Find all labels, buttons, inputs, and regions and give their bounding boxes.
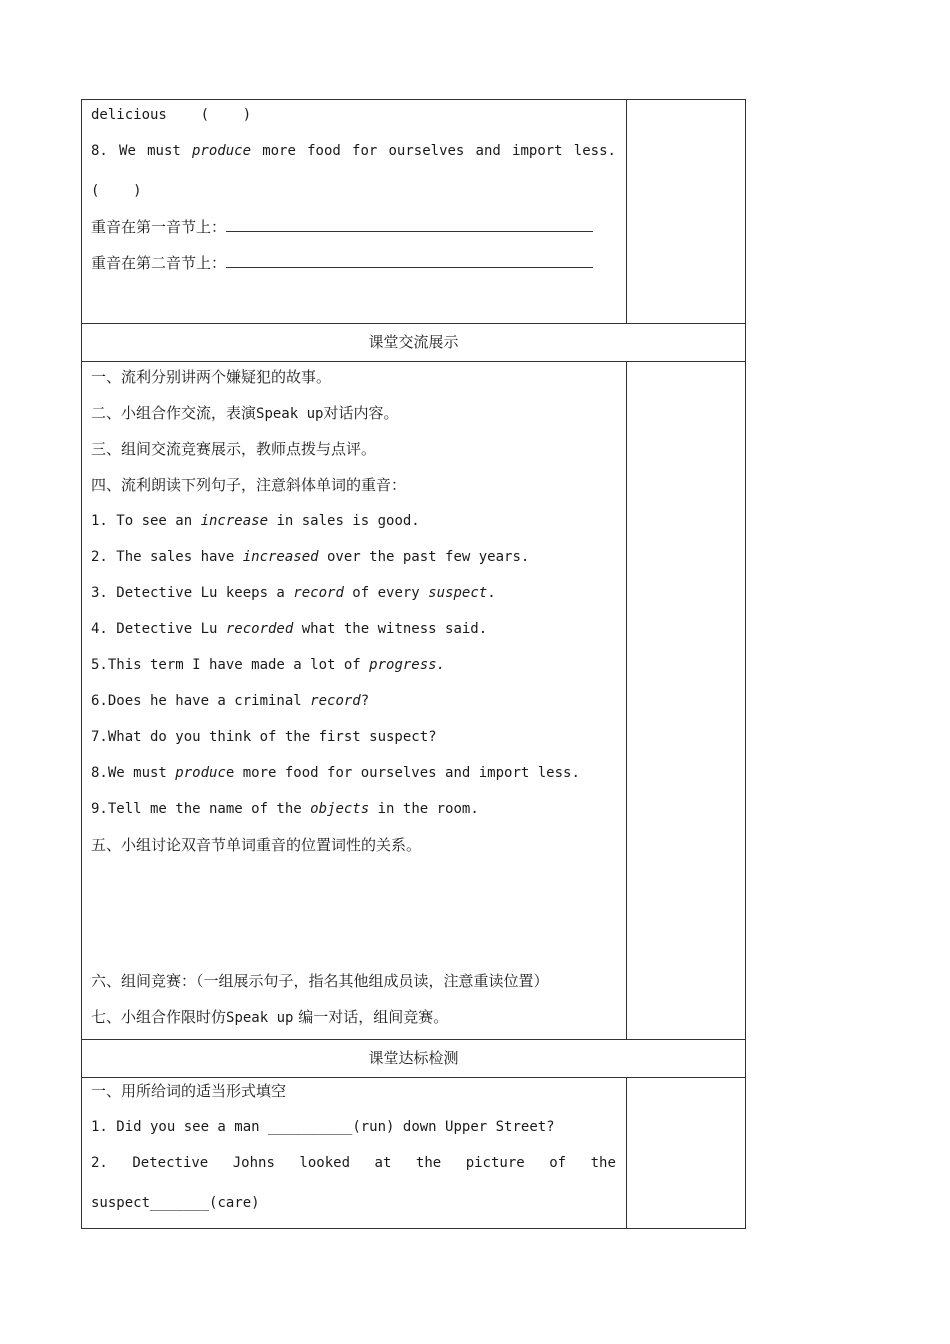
sentence-2: 2. The sales have increased over the past few years.: [91, 549, 530, 565]
sentence-3: 3. Detective Lu keeps a record of every suspect.: [91, 585, 496, 601]
test-row: [82, 1077, 745, 1228]
worksheet-table: [81, 99, 746, 1229]
notes-cell: [627, 1078, 745, 1228]
item-6: 六、组间竞赛：（一组展示句子，指名其他组成员读，注意重读位置）: [91, 972, 549, 990]
q1-blank[interactable]: __________: [268, 1119, 353, 1135]
test-heading: 一、用所给词的适当形式填空: [91, 1082, 287, 1100]
section-header-test: 课堂达标检测: [82, 1039, 745, 1077]
test-q2-line1: 2. Detective Johns looked at the picture of the: [91, 1155, 616, 1171]
exercise-cell: [82, 100, 627, 323]
section-header-exchange: 课堂交流展示: [82, 323, 745, 361]
item-4: 四、流利朗读下列句子，注意斜体单词的重音：: [91, 476, 407, 494]
stress-first-blank[interactable]: [226, 219, 593, 232]
sentence-7: 7.What do you think of the first suspect?: [91, 729, 437, 745]
test-q1: 1. Did you see a man __________(run) down Upper Street?: [91, 1119, 555, 1135]
item-2: 二、小组合作交流，表演Speak up对话内容。: [91, 404, 399, 422]
item-3: 三、组间交流竞赛展示，教师点拨与点评。: [91, 440, 377, 458]
sentence-1: 1. To see an increase in sales is good.: [91, 513, 420, 529]
sentence-5: 5.This term I have made a lot of progress.: [91, 657, 446, 673]
test-q2-line2: suspect_______(care): [91, 1195, 260, 1211]
sentence-4: 4. Detective Lu recorded what the witness said.: [91, 621, 488, 637]
q8-line: 8. We must produce more food for ourselves and import less.: [91, 143, 616, 159]
item-1: 一、流利分别讲两个嫌疑犯的故事。: [91, 368, 332, 386]
item-5: 五、小组讨论双音节单词重音的位置词性的关系。: [91, 836, 422, 854]
item-7: 七、小组合作限时仿Speak up 编一对话，组间竞赛。: [91, 1008, 449, 1026]
sentence-8: 8.We must produce more food for ourselves and import less.: [91, 765, 580, 781]
q8-answer-paren: ( ): [91, 183, 142, 199]
stress-first-line: 重音在第一音节上：: [91, 217, 616, 253]
delicious-line: delicious ( ): [91, 107, 252, 123]
test-cell: [82, 1078, 627, 1228]
q2-blank[interactable]: _______: [150, 1195, 210, 1211]
exercise-row: [82, 100, 745, 323]
sentence-6: 6.Does he have a criminal record?: [91, 693, 370, 709]
exchange-cell: [82, 362, 627, 1039]
notes-cell: [627, 362, 745, 1039]
stress-second-blank[interactable]: [226, 255, 593, 268]
notes-cell: [627, 100, 745, 323]
stress-second-line: 重音在第二音节上：: [91, 253, 616, 289]
exchange-row: [82, 361, 745, 1039]
sentence-9: 9.Tell me the name of the objects in the room.: [91, 801, 479, 817]
